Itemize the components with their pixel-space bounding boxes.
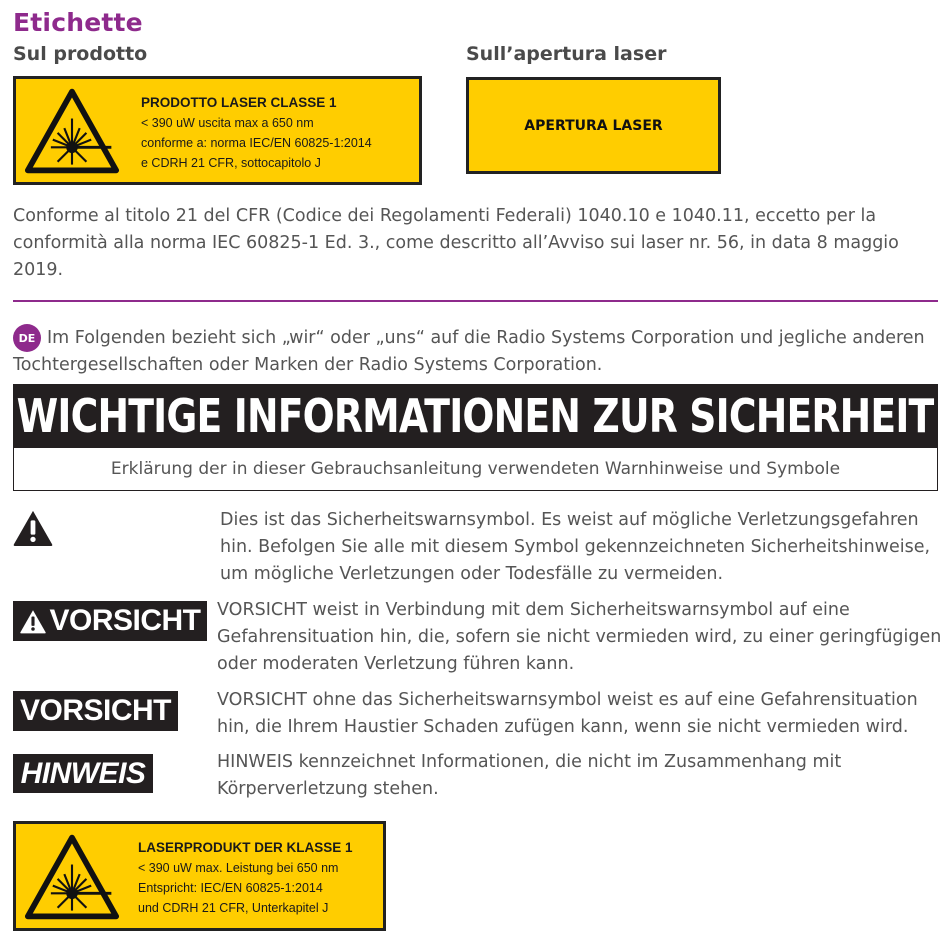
- laser-aperture-label: [466, 77, 721, 174]
- safety-alert-icon: [19, 609, 47, 634]
- notice-signal-word: [13, 754, 153, 793]
- label-line: < 390 uW max. Leistung bei 650 nm: [138, 861, 339, 875]
- label-line: < 390 uW uscita max a 650 nm: [141, 116, 314, 130]
- caution-signal-word-with-alert: [13, 601, 207, 641]
- laser-warning-icon: [24, 833, 120, 921]
- laser-warning-icon: [24, 87, 120, 175]
- label-line: conforme a: norma IEC/EN 60825-1:2014: [141, 136, 372, 150]
- symbol-description: VORSICHT weist in Verbindung mit dem Sicherheitswarnsymbol auf eine Gefahrensituation hin, die, sofern sie nicht vermieden wird, zu einer geringfügigen oder moderaten Verletzung führen kann.: [217, 600, 942, 674]
- label-heading: PRODOTTO LASER CLASSE 1: [141, 95, 337, 110]
- label-text-block: [141, 93, 372, 173]
- signal-word-label: HINWEIS: [20, 756, 146, 790]
- label-line: Entspricht: IEC/EN 60825-1:2014: [138, 881, 323, 895]
- label-heading: LASERPRODUKT DER KLASSE 1: [138, 840, 353, 855]
- compliance-paragraph: Conforme al titolo 21 del CFR (Codice dei Regolamenti Federali) 1040.10 e 1040.11, eccetto per la conformità alla norma IEC 60825-1 Ed. 3., come descritto all’Avviso sui laser nr. 56, in data 8 maggio 2019.: [13, 206, 899, 280]
- safety-alert-icon: [12, 509, 54, 547]
- symbol-description: HINWEIS kennzeichnet Informationen, die nicht im Zusammenhang mit Körperverletzung stehen.: [217, 752, 842, 799]
- safety-banner: [13, 384, 938, 448]
- label-line: e CDRH 21 CFR, sottocapitolo J: [141, 156, 321, 170]
- caution-signal-word: [13, 691, 178, 731]
- section-heading-on-product: Sul prodotto: [13, 43, 148, 65]
- intro-paragraph-de: Im Folgenden bezieht sich „wir“ oder „uns“ auf die Radio Systems Corporation und jegliche anderen Tochtergesellschaften oder Marken der Radio Systems Corporation.: [13, 328, 925, 375]
- symbol-description: VORSICHT ohne das Sicherheitswarnsymbol weist es auf eine Gefahrensituation hin, die Ihrem Haustier Schaden zufügen kann, wenn sie nicht vermieden wird.: [217, 690, 918, 737]
- page-title: Etichette: [13, 8, 143, 37]
- signal-word-label: VORSICHT: [19, 694, 171, 727]
- language-badge-de: DE: [13, 324, 41, 352]
- safety-banner-text: WICHTIGE INFORMATIONEN ZUR SICHERHEIT: [17, 389, 934, 443]
- signal-word-label: VORSICHT: [49, 604, 201, 637]
- safety-subbanner: Erklärung der in dieser Gebrauchsanleitung verwendeten Warnhinweise und Symbole: [13, 448, 938, 491]
- label-text-block: [138, 838, 353, 918]
- section-heading-on-aperture: Sull’apertura laser: [466, 43, 667, 65]
- laser-product-label-de: [13, 821, 386, 931]
- aperture-label-text: APERTURA LASER: [524, 117, 663, 134]
- laser-product-label-it: [13, 76, 422, 185]
- label-line: und CDRH 21 CFR, Unterkapitel J: [138, 901, 329, 915]
- section-divider: [13, 300, 938, 302]
- symbol-description: Dies ist das Sicherheitswarnsymbol. Es weist auf mögliche Verletzungsgefahren hin. Befolgen Sie alle mit diesem Symbol gekennzeichneten Sicherheitshinweise, um mögliche Verletzungen oder Todesfälle zu vermeiden.: [220, 510, 931, 584]
